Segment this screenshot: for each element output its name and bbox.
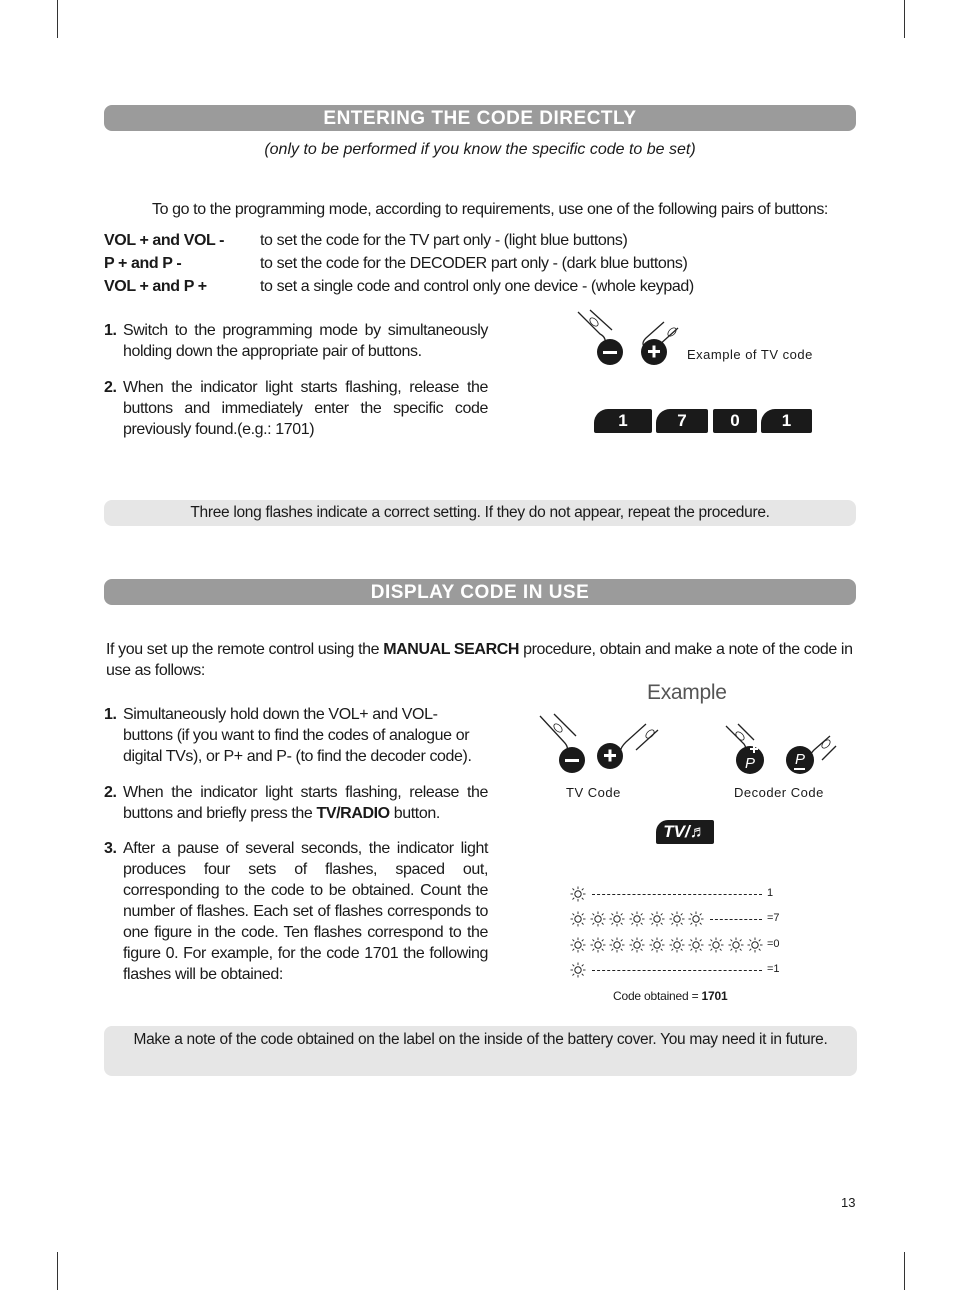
code-obtained [613,986,727,1007]
section-title-display-code: DISPLAY CODE IN USE [104,579,856,605]
flash-light-icon [590,911,606,927]
code-obtained-value: 1701 [701,989,728,1003]
flash-result-digit: =0 [767,938,780,950]
flash-light-icon [570,886,586,902]
step-number: 3. [104,840,117,857]
step-text: Simultaneously hold down the VOL+ and VOL- buttons (if you want to find the codes of analogue or digital TVs), or P+ and P- (to find the decoder code). [123,706,472,765]
flash-dash-line [710,919,762,920]
step-number: 2. [104,784,117,801]
flash-light-icon [669,937,685,953]
flash-light-icon [688,937,704,953]
step-text: After a pause of several seconds, the indicator light produces four sets of flashes, spaced out, corresponding to the code to be obtained. Count the number of flashes. Each set of flashes corresponds to one figure in the code. Ten flashes correspond to the figure 0. For example, for the code 1701 the following flashes will be obtained: [123,840,488,983]
example-title: Example [647,681,727,704]
crop-mark [57,0,58,38]
decoder-code-label: Decoder Code [734,785,824,800]
flash-dash-line [592,894,762,895]
flash-light-icon [570,937,586,953]
flash-light-icon [728,937,744,953]
example-tv-code-label: Example of TV code [687,347,813,362]
decoder-code-hands-illustration [718,722,838,780]
display-intro [106,639,861,681]
flash-light-icon [570,962,586,978]
note-correct-setting: Three long flashes indicate a correct setting. If they do not appear, repeat the procedure. [104,500,856,526]
tv-code-hands-illustration [530,712,660,778]
flash-result-digit: =7 [767,912,780,924]
hands-pressing-buttons-illustration [570,308,690,370]
display-intro-pre: If you set up the remote control using the [106,641,384,658]
step-text: Switch to the programming mode by simultaneously holding down the appropriate pair of buttons. [123,322,488,360]
pair-combo-2: P + and P - [104,255,182,272]
flash-light-icon [609,911,625,927]
flash-light-icon [609,937,625,953]
crop-mark [904,0,905,38]
pair-combo-1: VOL + and VOL - [104,232,225,249]
key-0: 0 [713,409,757,433]
section-title-entering-code: ENTERING THE CODE DIRECTLY [104,105,856,131]
step-text: When the indicator light starts flashing, release the buttons and immediately enter the specific code previously found.(e.g.: 1701) [123,379,488,438]
flash-light-icon [590,937,606,953]
crop-mark [904,1252,905,1290]
pair-desc-1: to set the code for the TV part only - (light blue buttons) [260,232,628,249]
flash-dash-line [592,970,762,971]
step-number: 1. [104,706,117,723]
flash-light-icon [747,937,763,953]
flash-light-icon [649,937,665,953]
tv-code-label: TV Code [566,785,621,800]
intro-text: To go to the programming mode, according to requirements, use one of the following pairs of buttons: [152,201,828,218]
crop-mark [57,1252,58,1290]
flash-light-icon [688,911,704,927]
key-7: 7 [656,409,708,433]
flash-light-icon [629,911,645,927]
code-obtained-label: Code obtained = [613,989,702,1003]
flash-light-icon [649,911,665,927]
svg-text:P: P [794,751,806,768]
step-number: 1. [104,322,117,339]
flash-result-digit: 1 [767,887,774,899]
svg-text:P: P [744,755,756,772]
tv-radio-key: TV/♬ [656,820,714,844]
pair-combo-3: VOL + and P + [104,278,207,295]
manual-search-label: MANUAL SEARCH [383,641,520,658]
step-text-pre: When the indicator light starts flashing, release the buttons and briefly press the [123,784,488,822]
step-number: 2. [104,379,117,396]
section-subtitle: (only to be performed if you know the specific code to be set) [264,141,696,158]
display-intro-post: procedure, obtain and make a note of the code in use as follows: [106,641,853,679]
flash-result-digit: =1 [767,963,780,975]
pair-desc-2: to set the code for the DECODER part only - (dark blue buttons) [260,255,688,272]
step-text [123,782,488,824]
key-1: 1 [761,409,812,433]
note-battery-cover: Make a note of the code obtained on the label on the inside of the battery cover. You may need it in future. [104,1026,857,1076]
flash-light-icon [629,937,645,953]
tv-radio-label: TV/RADIO [316,805,390,822]
flash-light-icon [708,937,724,953]
page-number: 13 [841,1195,856,1210]
flash-light-icon [570,911,586,927]
step-text-post: button. [389,805,440,822]
pair-desc-3: to set a single code and control only one device - (whole keypad) [260,278,694,295]
key-1: 1 [594,409,652,433]
flash-light-icon [669,911,685,927]
